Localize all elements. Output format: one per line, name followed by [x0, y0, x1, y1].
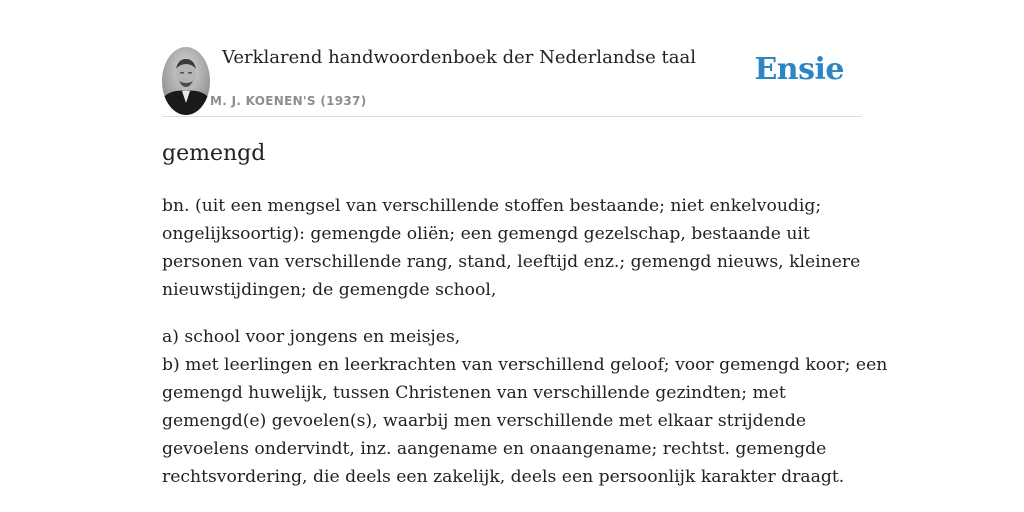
definition-line: nieuwstijdingen; de gemengde school,: [162, 280, 497, 300]
definition-line: b) met leerlingen en leerkrachten van verschillend geloof; voor gemengd koor; een: [162, 355, 888, 375]
definition-line: gemengd(e) gevoelen(s), waarbij men verschillende met elkaar strijdende: [162, 411, 807, 431]
definition-line: personen van verschillende rang, stand, leeftijd enz.; gemengd nieuws, kleinere: [162, 252, 861, 272]
entry-headword: gemengd: [162, 141, 266, 166]
book-title[interactable]: Verklarend handwoordenboek der Nederlandse taal: [222, 47, 696, 68]
definition-line: ongelijksoortig): gemengde oliën; een gemengd gezelschap, bestaande uit: [162, 224, 810, 244]
definition-line: rechtsvordering, die deels een zakelijk, deels een persoonlijk karakter draagt.: [162, 467, 845, 487]
book-author[interactable]: M. J. KOENEN'S (1937): [210, 94, 367, 108]
site-logo-link[interactable]: Ensie: [754, 52, 844, 87]
entry-definition: [162, 192, 888, 491]
author-portrait-icon: [162, 47, 210, 115]
definition-paragraph-2: [162, 323, 888, 491]
definition-line: a) school voor jongens en meisjes,: [162, 327, 461, 347]
definition-line: bn. (uit een mengsel van verschillende stoffen bestaande; niet enkelvoudig;: [162, 196, 822, 216]
definition-line: gevoelens ondervindt, inz. aangename en onaangename; rechtst. gemengde: [162, 439, 827, 459]
dictionary-header: [162, 40, 862, 117]
definition-line: gemengd huwelijk, tussen Christenen van verschillende gezindten; met: [162, 383, 786, 403]
definition-paragraph-1: [162, 192, 867, 304]
